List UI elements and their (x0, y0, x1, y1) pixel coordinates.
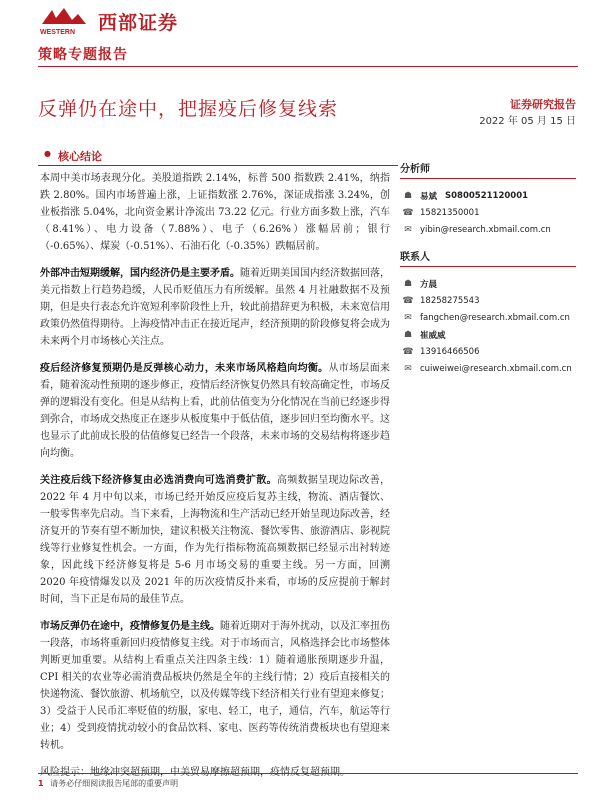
mail-icon: ✉ (404, 312, 412, 323)
analyst-phone-row: ☎ 15821350001 (400, 204, 576, 221)
page-footer (38, 778, 178, 789)
phone-icon: ☎ (402, 346, 414, 357)
core-conclusion-heading (38, 146, 398, 166)
footer-divider (38, 773, 578, 774)
bullet-icon: ● (44, 149, 51, 158)
svg-text:WESTERN: WESTERN (40, 29, 75, 36)
document-type: 证券研究报告 (510, 98, 576, 111)
paragraph: 外部冲击短期缓解，国内经济仍是主要矛盾。随着近期美国国内经济数据回落，美元指数上行趋势趋缓，人民币贬值压力有所缓解。虽然 4 月社融数据不及预期，但是央行表态允许宽短利率阶段性上升，较此前措辞更为积极，未来宽信用政策仍然值得期待。上海疫情冲击正在接近尾声，经济预期的阶段修复将会成为未来两个月市场核心关注点。 (40, 268, 390, 347)
analyst-heading: 分析师 (400, 160, 576, 179)
paragraph: 市场反弹仍在途中，疫情修复仍是主线。随着近期对于海外扰动，以及汇率扭伤一段落，市场将重新回归疫情修复主线。对于市场而言，风格选择会比市场整体判断更加重要。从结构上看重点关注四条主线：1）随着通胀预期逐步升温，CPI 相关的农业等必需消费品板块仍然是全年的主线行情；2）疫后直接相关的快递物流、餐饮旅游、机场航空，以及传媒等线下经济相关行业有望迎来修复；3）受益于人民币汇率贬值的纺服，家电、轻工，电子，通信，汽车，航运等行业；4）受到疫情扰动较小的食品饮料、家电、医药等传统消费板块也有望迎来转机。 (40, 621, 390, 751)
contact-email-row[interactable]: ✉ cuiweiwei@research.xbmail.com.cn (400, 360, 576, 377)
report-category: 策略专题报告 (38, 47, 128, 63)
contact-phone-row: ☎ 13916466506 (400, 343, 576, 360)
contact-name-row: ☗ 崔威威 (400, 326, 576, 343)
section-label: 核心结论 (58, 150, 102, 163)
footer-disclaimer: 请务必仔细阅读报告尾部的重要声明 (50, 779, 179, 788)
analyst-name-row: ☗ 易斌 S0800521120001 (400, 187, 576, 204)
western-logo-icon (38, 6, 90, 38)
contact-phone-row: ☎ 18258275543 (400, 292, 576, 309)
report-body (40, 170, 390, 791)
contact-heading: 联系人 (400, 248, 576, 267)
paragraph: 疫后经济修复预期仍是反弹核心动力，未来市场风格趋向均衡。从市场层面来看，随着流动性预期的逐步修正，疫情后经济恢复仍然具有较高确定性，市场反弹的逻辑没有变化。但是从结构上看，此前估值变为分化情况在当前已经逐步得到弥合，市场成交热度正在逐步从板度集中于低估值，逐步回归至均衡水平。这也显示了此前成长股的估值修复已经告一个段落，未来市场的交易结构将逐步趋向均衡。 (40, 363, 390, 459)
person-icon: ☗ (403, 329, 413, 340)
person-icon: ☗ (403, 278, 413, 289)
page-number: 1 (38, 779, 44, 788)
mail-icon: ✉ (404, 224, 412, 235)
person-icon: ☗ (403, 190, 413, 201)
company-name: 西部证券 (98, 12, 179, 34)
phone-icon: ☎ (402, 207, 414, 218)
report-date: 2022 年 05 月 15 日 (479, 116, 576, 127)
certificate-number: S0800521120001 (445, 190, 529, 201)
contact-email-row[interactable]: ✉ fangchen@research.xbmail.com.cn (400, 309, 576, 326)
mail-icon: ✉ (404, 363, 412, 374)
phone-icon: ☎ (402, 295, 414, 306)
paragraph: 本周中美市场表现分化。美股道指跌 2.14%，标普 500 指数跌 2.41%，纳指跌 2.80%。国内市场普遍上涨，上证指数涨 2.76%，深证成指涨 3.24%，创业板指涨 5.04%，北向资金累计净流出 73.22 亿元。行业方面多数上涨，汽车（8.41%）、电力设备（7.88%）、电子（6.26%）涨幅居前；银行（-0.65%）、煤炭（-0.51%）、石油石化（-0.35%）跌幅居前。 (40, 173, 390, 252)
report-title: 反弹仍在途中，把握疫后修复线索 (38, 98, 339, 120)
contact-name-row: ☗ 方晨 (400, 275, 576, 292)
header-divider (38, 66, 578, 67)
western-securities-logo (38, 6, 208, 40)
analyst-email-row[interactable]: ✉ yibin@research.xbmail.com.cn (400, 221, 576, 238)
paragraph: 关注疫后线下经济修复由必选消费向可选消费扩散。高频数据呈现边际改善，2022 年 4 月中旬以来，市场已经开始反应疫后复苏主线，物流、酒店餐饮、一般零售率先启动。当下来看，上海物流和生产活动已经开始呈现边际改善，经济复开的节奏有望不断加快，建议积极关注物流、餐饮零售、旅游酒店、影视院线等行业修复性机会。一方面，作为先行指标物流高频数据已经显示出衬转迹象，因此线下经济修复将是 5-6 月市场交易的重要主线。另一方面，回溯 2020 年疫情爆发以及 2021 年的历次疫情反扑来看，市场的反应提前于解封时间，当下正是布局的最佳节点。 (40, 475, 391, 605)
contact-sidebar (400, 160, 576, 377)
